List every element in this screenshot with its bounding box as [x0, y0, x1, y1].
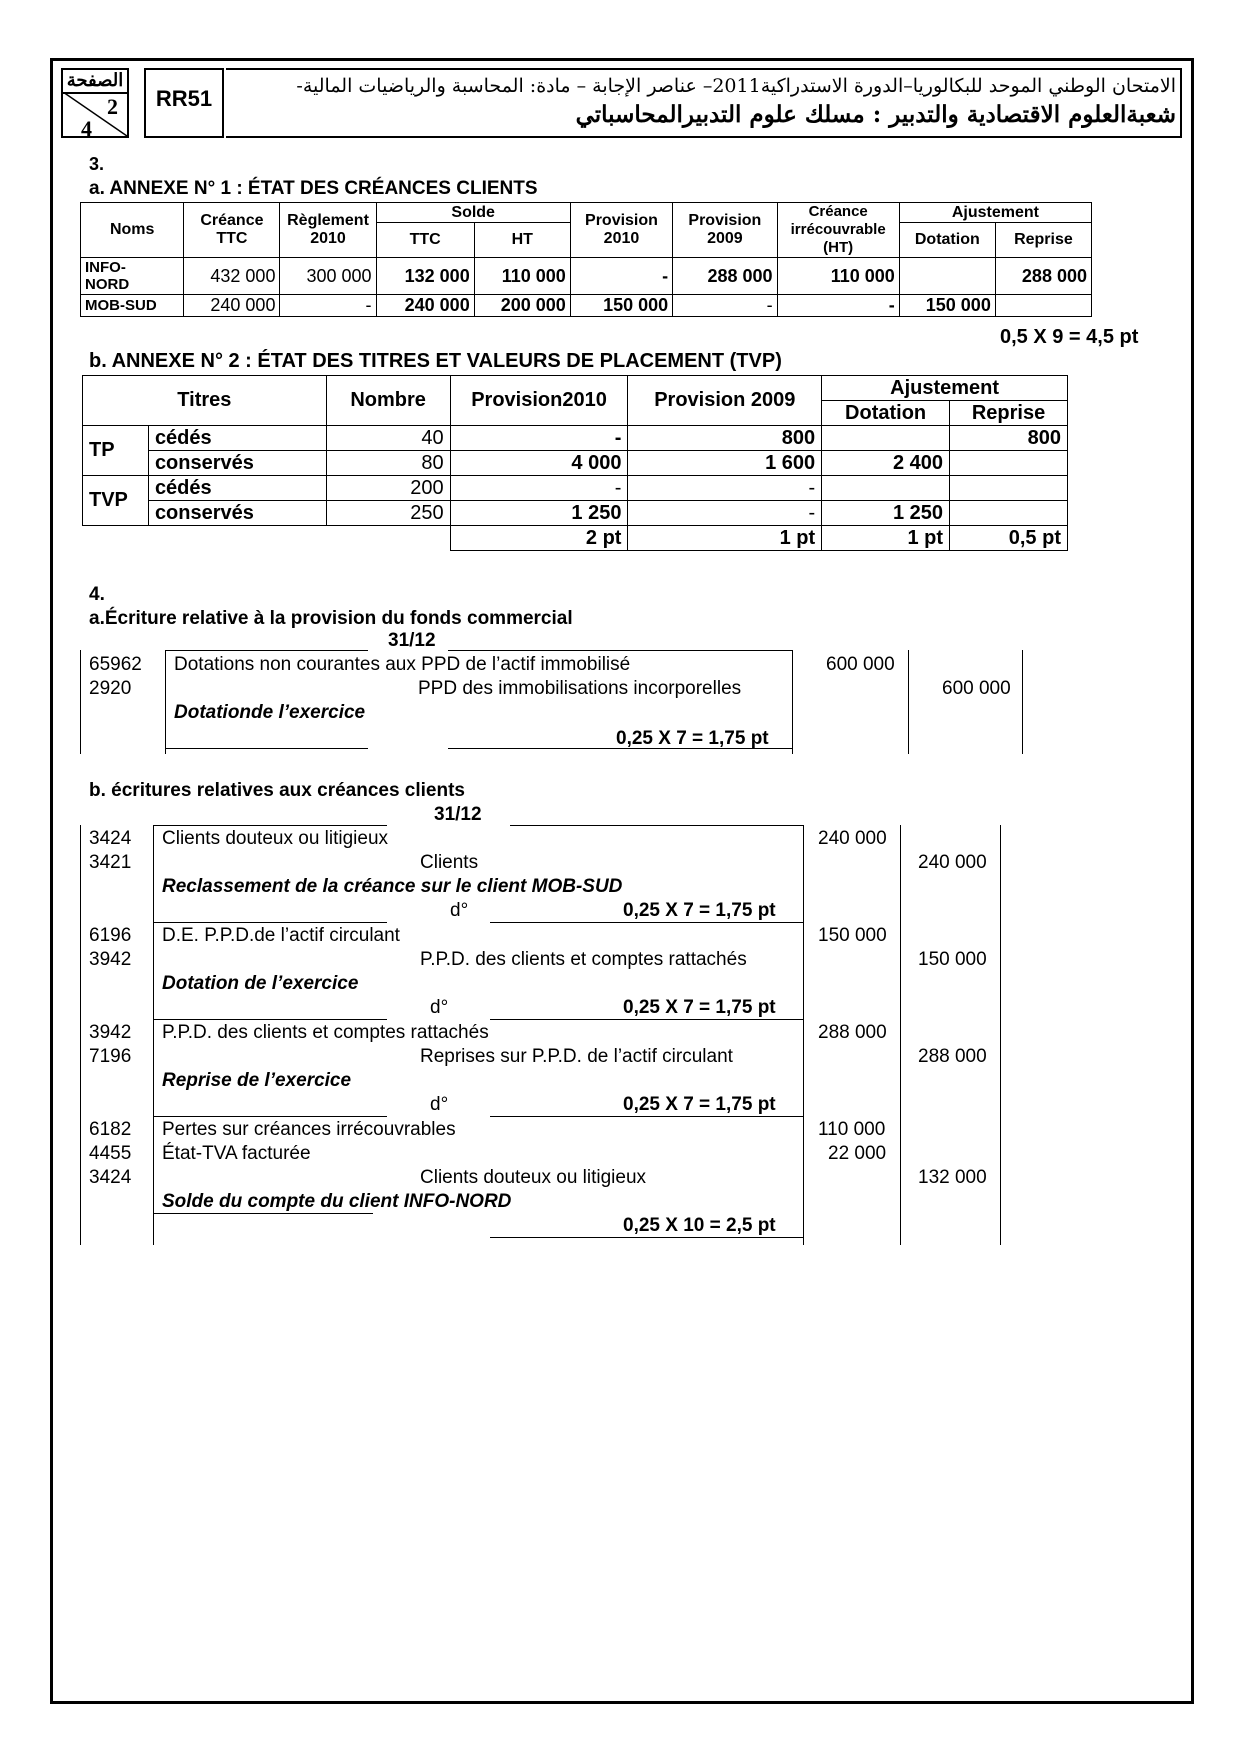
cell-reprise: [950, 476, 1068, 501]
credit-label: Reprises sur P.P.D. de l’actif circulant: [420, 1046, 733, 1067]
cell-type: cédés: [148, 476, 326, 501]
col-rule: [153, 825, 154, 1245]
col-irrec-l1: Créance: [808, 203, 868, 220]
table-row: [83, 426, 1068, 451]
cell-dotation: [822, 476, 950, 501]
entry-sep: d°: [430, 1094, 449, 1115]
account-number: 4455: [89, 1143, 132, 1164]
col-prov-2009-l2: 2009: [707, 230, 743, 247]
table-row: [81, 258, 1092, 295]
entry-libelle: Reclassement de la créance sur le client MOB-SUD: [162, 876, 623, 897]
cell-dotation: 150 000: [899, 295, 995, 317]
col-irrecouvrable: [777, 203, 899, 258]
page-label: الصفحة: [63, 70, 127, 94]
cell-p2010: 150 000: [570, 295, 672, 317]
col-noms: Noms: [81, 203, 184, 258]
col-rule: [1000, 825, 1001, 1245]
entry-rule: [490, 1237, 803, 1238]
col-prov-2010-l2: 2010: [603, 230, 640, 247]
col-creance-ttc-l1: Créance: [200, 212, 264, 229]
cell-dotation: [822, 426, 950, 451]
cell-type: cédés: [148, 426, 326, 451]
debit-amount: 22 000: [828, 1143, 887, 1164]
entry-libelle: Reprise de l’exercice: [162, 1070, 352, 1091]
annexe-1-title: a. ANNEXE N° 1 : ÉTAT DES CRÉANCES CLIENTS: [89, 178, 538, 199]
cell-reprise: [950, 501, 1068, 526]
col-reprise: Reprise: [950, 401, 1068, 426]
col-dotation: Dotation: [822, 401, 950, 426]
debit-label: D.E. P.P.D.de l’actif circulant: [162, 925, 400, 946]
debit-label: Dotations non courantes aux PPD de l’actif immobilisé: [174, 654, 631, 675]
entry-libelle: Solde du compte du client INFO-NORD: [162, 1191, 512, 1212]
annexe-2-table: [82, 375, 1068, 551]
credit-account: 2920: [89, 678, 132, 699]
credit-amount: 240 000: [918, 852, 987, 873]
debit-label: État-TVA facturée: [162, 1143, 311, 1164]
entry-rule: [153, 1116, 387, 1117]
section-3-number: 3.: [89, 154, 105, 174]
exam-code: RR51: [144, 68, 224, 138]
credit-amount: 132 000: [918, 1167, 987, 1188]
account-number: 6182: [89, 1119, 132, 1140]
col-creance-ttc: [184, 203, 280, 258]
debit-amount: 288 000: [818, 1022, 887, 1043]
col-rule: [908, 650, 909, 754]
entry-rule: [490, 1116, 803, 1117]
cell-ttc: 132 000: [376, 258, 474, 295]
col-prov-2010-l1: Provision: [585, 212, 658, 229]
col-creance-ttc-l2: TTC: [216, 230, 248, 247]
account-number: 3942: [89, 949, 132, 970]
cell-reprise: [950, 451, 1068, 476]
section-4-number: 4.: [89, 584, 105, 605]
col-solde: Solde: [376, 203, 570, 223]
col-prov-2009: [673, 203, 777, 258]
col-prov2009: Provision 2009: [628, 376, 822, 426]
score-row: [83, 526, 1068, 551]
entry-sep: d°: [430, 997, 449, 1018]
section-4a-title: a.Écriture relative à la provision du fonds commercial: [89, 608, 573, 629]
page-number: 2: [107, 94, 118, 119]
cell-p2010: 1 250: [450, 501, 628, 526]
cell-p2010: -: [570, 258, 672, 295]
cell-p2009: 1 600: [628, 451, 822, 476]
cell-reprise: 288 000: [995, 258, 1091, 295]
cell-p2009: -: [673, 295, 777, 317]
entry-score: 0,25 X 7 = 1,75 pt: [623, 997, 776, 1018]
col-rule: [80, 650, 81, 754]
cell-reglement: 300 000: [280, 258, 376, 295]
cell-p2009: 288 000: [673, 258, 777, 295]
entry-score: 0,25 X 7 = 1,75 pt: [616, 728, 769, 749]
col-rule: [792, 650, 793, 754]
entry-sep: d°: [450, 900, 469, 921]
cell-nombre: 40: [326, 426, 450, 451]
section-4b-title: b. écritures relatives aux créances clients: [89, 780, 465, 801]
debit-amount: 600 000: [826, 654, 895, 675]
col-nombre: Nombre: [326, 376, 450, 426]
table-row: [83, 501, 1068, 526]
date-rule-left: [153, 825, 387, 826]
group-tvp: TVP: [83, 476, 149, 526]
entry-rule: [153, 1213, 373, 1214]
account-number: 3421: [89, 852, 132, 873]
col-rule: [803, 825, 804, 1245]
col-ajustement: Ajustement: [822, 376, 1068, 401]
page-total: 4: [81, 116, 92, 141]
cell-creance: 432 000: [184, 258, 280, 295]
cell-dotation: 2 400: [822, 451, 950, 476]
entry-rule: [153, 1019, 387, 1020]
date-rule-right: [510, 825, 803, 826]
debit-amount: 110 000: [818, 1119, 886, 1140]
score-reprise: 0,5 pt: [950, 526, 1068, 551]
cell-p2010: -: [450, 426, 628, 451]
credit-label: P.P.D. des clients et comptes rattachés: [420, 949, 747, 970]
account-number: 3424: [89, 828, 132, 849]
col-titres: Titres: [83, 376, 327, 426]
row-nom: MOB-SUD: [81, 295, 184, 317]
header-title: [226, 68, 1182, 138]
annexe-1-score: 0,5 X 9 = 4,5 pt: [1000, 326, 1139, 348]
debit-account: 65962: [89, 654, 142, 675]
entry-score: 0,25 X 10 = 2,5 pt: [623, 1215, 776, 1236]
cell-p2009: -: [628, 476, 822, 501]
group-tp: TP: [83, 426, 149, 476]
col-rule: [80, 825, 81, 1245]
col-ajustement: Ajustement: [899, 203, 1091, 223]
cell-ht: 200 000: [474, 295, 570, 317]
cell-ttc: 240 000: [376, 295, 474, 317]
cell-dotation: 1 250: [822, 501, 950, 526]
col-prov-2009-l1: Provision: [688, 212, 762, 229]
cell-reprise: [995, 295, 1091, 317]
col-rule: [1022, 650, 1023, 754]
annexe-2-title: b. ANNEXE N° 2 : ÉTAT DES TITRES ET VALEURS DE PLACEMENT (TVP): [89, 350, 782, 372]
col-reglement-l1: Règlement: [287, 212, 369, 229]
cell-nombre: 250: [326, 501, 450, 526]
cell-reglement: -: [280, 295, 376, 317]
cell-p2010: 4 000: [450, 451, 628, 476]
credit-amount: 150 000: [918, 949, 987, 970]
debit-label: Clients douteux ou litigieux: [162, 828, 389, 849]
cell-p2009: 800: [628, 426, 822, 451]
debit-amount: 150 000: [818, 925, 887, 946]
debit-amount: 240 000: [818, 828, 887, 849]
cell-creance: 240 000: [184, 295, 280, 317]
header-line-2: شعبةالعلوم الاقتصادية والتدبير : مسلك علوم التدبيرالمحاسباتي: [575, 101, 1176, 128]
table-row: [83, 476, 1068, 501]
cell-irrec: 110 000: [777, 258, 899, 295]
credit-label: Clients: [420, 852, 479, 873]
cell-nombre: 200: [326, 476, 450, 501]
col-reprise: Reprise: [995, 223, 1091, 258]
account-number: 3424: [89, 1167, 132, 1188]
cell-p2010: -: [450, 476, 628, 501]
score-p2009: 1 pt: [628, 526, 822, 551]
entry-rule: [490, 1019, 803, 1020]
entry-rule: [165, 748, 368, 749]
score-dotation: 1 pt: [822, 526, 950, 551]
account-number: 6196: [89, 925, 132, 946]
cell-ht: 110 000: [474, 258, 570, 295]
annexe-1-table: [80, 202, 1092, 317]
col-reglement-l2: 2010: [310, 230, 346, 247]
entry-date: 31/12: [388, 630, 436, 651]
col-prov2010: Provision2010: [450, 376, 628, 426]
entry-libelle: Dotationde l’exercice: [174, 702, 366, 723]
col-irrec-l2: irrécouvrable: [790, 221, 886, 238]
col-prov-2010: [570, 203, 672, 258]
credit-label: Clients douteux ou litigieux: [420, 1167, 647, 1188]
account-number: 7196: [89, 1046, 132, 1067]
col-dotation: Dotation: [899, 223, 995, 258]
entry-libelle: Dotation de l’exercice: [162, 973, 359, 994]
cell-type: conservés: [148, 501, 326, 526]
cell-dotation: [899, 258, 995, 295]
debit-label: Pertes sur créances irrécouvrables: [162, 1119, 456, 1140]
col-irrec-l3: (HT): [823, 239, 854, 256]
col-rule: [900, 825, 901, 1245]
account-number: 3942: [89, 1022, 132, 1043]
cell-p2009: -: [628, 501, 822, 526]
credit-amount: 288 000: [918, 1046, 987, 1067]
col-rule: [165, 650, 166, 754]
table-row: [81, 295, 1092, 317]
page-number-box: [61, 68, 129, 141]
entry-date: 31/12: [434, 804, 482, 825]
cell-reprise: 800: [950, 426, 1068, 451]
row-nom: [81, 258, 184, 295]
table-row: [83, 451, 1068, 476]
credit-amount: 600 000: [942, 678, 1011, 699]
date-rule-right: [448, 650, 792, 651]
col-solde-ht: HT: [474, 223, 570, 258]
row-nom-l1: INFO-: [85, 259, 126, 276]
credit-label: PPD des immobilisations incorporelles: [418, 678, 742, 699]
row-nom-l2: NORD: [85, 276, 130, 293]
col-solde-ttc: TTC: [376, 223, 474, 258]
entry-score: 0,25 X 7 = 1,75 pt: [623, 900, 776, 921]
score-p2010: 2 pt: [450, 526, 628, 551]
entry-rule: [490, 922, 803, 923]
cell-type: conservés: [148, 451, 326, 476]
header-line-1: الامتحان الوطني الموحد للبكالوريا–الدورة الاستدراكية2011– عناصر الإجابة – مادة: المحاسبة والرياضيات المالية-: [296, 75, 1176, 97]
cell-irrec: -: [777, 295, 899, 317]
entry-score: 0,25 X 7 = 1,75 pt: [623, 1094, 776, 1115]
date-rule-left: [165, 650, 368, 651]
entry-rule: [153, 922, 387, 923]
col-reglement: [280, 203, 376, 258]
cell-nombre: 80: [326, 451, 450, 476]
debit-label: P.P.D. des clients et comptes rattachés: [162, 1022, 489, 1043]
